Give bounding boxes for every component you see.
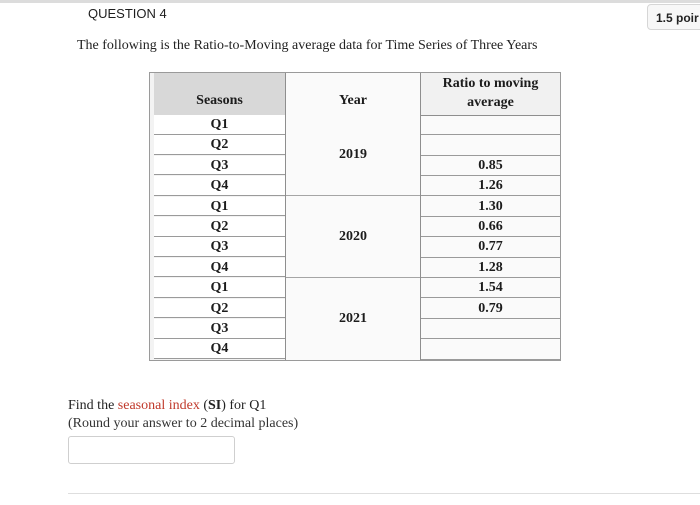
top-divider bbox=[0, 0, 700, 3]
year-header: Year bbox=[339, 93, 367, 108]
points-badge: 1.5 poir bbox=[647, 4, 700, 30]
seasons-header-cell bbox=[154, 73, 285, 115]
season-cell: Q4 bbox=[154, 258, 285, 278]
season-cell: Q3 bbox=[154, 156, 285, 176]
ratio-cell bbox=[421, 115, 560, 135]
ratio-column bbox=[421, 73, 560, 360]
ratio-header-line1: Ratio to moving bbox=[442, 76, 539, 91]
ratio-cell: 0.66 bbox=[421, 217, 560, 237]
ratio-header-line2: average bbox=[467, 95, 514, 110]
season-cell: Q2 bbox=[154, 299, 285, 319]
ratio-cell: 1.26 bbox=[421, 176, 560, 196]
rounding-note: (Round your answer to 2 decimal places) bbox=[68, 416, 299, 431]
year-separator bbox=[286, 195, 420, 196]
question-intro: The following is the Ratio-to-Moving average data for Time Series of Three Years bbox=[77, 38, 538, 53]
year-2020-label: 2020 bbox=[339, 229, 367, 244]
year-separator bbox=[286, 277, 420, 278]
ratio-header-cell bbox=[421, 73, 560, 116]
season-cell: Q1 bbox=[154, 115, 285, 135]
bottom-divider bbox=[68, 493, 700, 494]
ratio-cell bbox=[421, 339, 560, 359]
ratio-cell: 0.85 bbox=[421, 156, 560, 176]
seasonal-index-term: seasonal index bbox=[117, 398, 200, 413]
year-2019-label: 2019 bbox=[339, 147, 367, 162]
season-cell: Q3 bbox=[154, 319, 285, 339]
seasons-header: Seasons bbox=[196, 93, 243, 108]
ratio-cell bbox=[421, 135, 560, 155]
season-cell: Q1 bbox=[154, 197, 285, 217]
season-cell: Q3 bbox=[154, 237, 285, 257]
season-cell: Q4 bbox=[154, 339, 285, 359]
answer-input[interactable] bbox=[68, 436, 235, 464]
find-text-post: ) for Q1 bbox=[221, 398, 267, 413]
ratio-cell: 0.77 bbox=[421, 237, 560, 257]
season-cell: Q2 bbox=[154, 217, 285, 237]
season-cell: Q2 bbox=[154, 135, 285, 155]
ratio-cell bbox=[421, 319, 560, 339]
season-cell: Q4 bbox=[154, 176, 285, 196]
ratio-cell: 1.30 bbox=[421, 197, 560, 217]
ratio-cell: 0.79 bbox=[421, 299, 560, 319]
find-text-mid: ( bbox=[199, 398, 208, 413]
find-text-pre: Find the bbox=[68, 398, 118, 413]
year-2021-label: 2021 bbox=[339, 311, 367, 326]
ratio-cell: 1.54 bbox=[421, 278, 560, 298]
question-title: QUESTION 4 bbox=[88, 6, 167, 21]
seasons-column bbox=[150, 73, 285, 360]
ratio-table bbox=[149, 72, 561, 361]
si-term: SI bbox=[207, 398, 222, 413]
ratio-cell: 1.28 bbox=[421, 258, 560, 278]
season-cell: Q1 bbox=[154, 278, 285, 298]
find-instruction bbox=[68, 398, 266, 414]
